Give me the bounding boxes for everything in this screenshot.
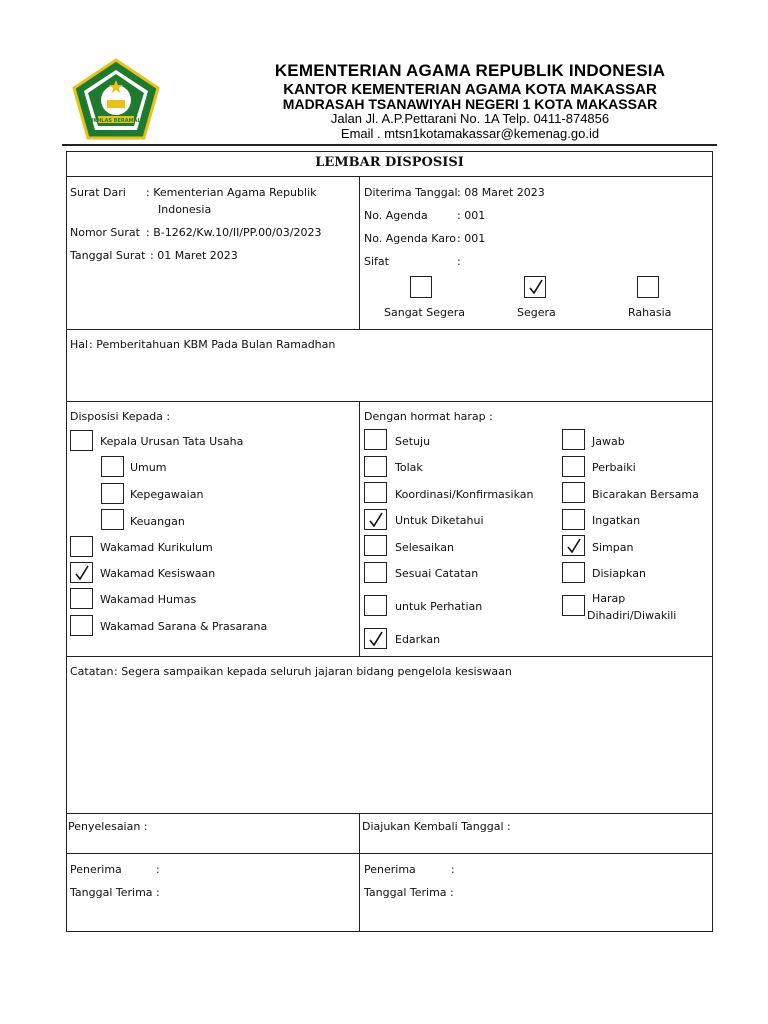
surat-dari-value-cont: Indonesia	[158, 203, 212, 216]
agenda-karo-value: : 001	[457, 232, 486, 245]
disposisi-sarpras-label: Wakamad Sarana & Prasarana	[100, 620, 268, 633]
harap-tolak-checkbox[interactable]	[364, 456, 387, 477]
harap-dihadiri-label-cont: Dihadiri/Diwakili	[587, 609, 677, 622]
disposisi-tata-usaha-label: Kepala Urusan Tata Usaha	[100, 435, 244, 448]
diajukan-label: Diajukan Kembali Tanggal :	[362, 820, 511, 833]
harap-setuju-label: Setuju	[395, 435, 431, 448]
form-border-left	[66, 151, 67, 932]
checkmark-icon	[74, 564, 90, 582]
catatan-value: : Segera sampaikan kepada seluruh jajaran bidang pengelola kesiswaan	[114, 665, 512, 678]
disposisi-humas-label: Wakamad Humas	[100, 593, 197, 606]
penyelesaian-label: Penyelesaian :	[68, 820, 148, 833]
harap-jawab-checkbox[interactable]	[562, 429, 585, 450]
harap-simpan-label: Simpan	[592, 541, 634, 554]
disposisi-kepegawaian-checkbox[interactable]	[101, 483, 124, 504]
sifat-colon: :	[457, 255, 461, 268]
penerima-right-colon: :	[451, 863, 455, 876]
harap-selesaikan-label: Selesaikan	[395, 541, 454, 554]
surat-dari-label: Surat Dari	[70, 186, 126, 199]
title-divider	[66, 176, 713, 177]
disposisi-sarpras-checkbox[interactable]	[70, 615, 93, 636]
harap-selesaikan-checkbox[interactable]	[364, 535, 387, 556]
harap-diketahui-checkbox[interactable]	[364, 509, 387, 530]
harap-dihadiri-checkbox[interactable]	[562, 595, 585, 616]
harap-koordinasi-label: Koordinasi/Konfirmasikan	[395, 488, 534, 501]
harap-tolak-label: Tolak	[395, 461, 423, 474]
header-address: Jalan Jl. A.P.Pettarani No. 1A Telp. 0411-874856	[330, 111, 610, 126]
sifat-label: Sifat	[364, 255, 389, 268]
harap-edarkan-checkbox[interactable]	[364, 628, 387, 649]
harap-bicarakan-label: Bicarakan Bersama	[592, 488, 699, 501]
diterima-value: : 08 Maret 2023	[457, 186, 545, 199]
row-divider-catatan	[66, 656, 713, 657]
harap-disiapkan-label: Disiapkan	[592, 567, 646, 580]
harap-simpan-checkbox[interactable]	[562, 535, 585, 556]
form-border-right	[712, 151, 713, 932]
surat-dari-value: : Kementerian Agama Republik	[146, 186, 317, 199]
disposisi-humas-checkbox[interactable]	[70, 588, 93, 609]
disposisi-umum-checkbox[interactable]	[101, 456, 124, 477]
harap-perbaiki-checkbox[interactable]	[562, 456, 585, 477]
sifat-rahasia-label: Rahasia	[628, 306, 672, 319]
harap-sesuai-catatan-checkbox[interactable]	[364, 562, 387, 583]
sifat-sangat-segera-label: Sangat Segera	[384, 306, 465, 319]
catatan-label: Catatan	[70, 665, 114, 678]
nomor-surat-label: Nomor Surat	[70, 226, 140, 239]
disposisi-keuangan-label: Keuangan	[130, 515, 185, 528]
harap-edarkan-label: Edarkan	[395, 633, 441, 646]
harap-perhatian-label: untuk Perhatian	[395, 600, 483, 613]
harap-perhatian-checkbox[interactable]	[364, 595, 387, 616]
checkmark-icon	[368, 511, 384, 529]
harap-dihadiri-label: Harap	[592, 592, 626, 605]
hal-value: : Pemberitahuan KBM Pada Bulan Ramadhan	[89, 338, 336, 351]
form-border-top	[66, 151, 713, 152]
col-divider-mid	[359, 401, 360, 657]
row-divider-penerima	[66, 853, 713, 854]
header-ministry: KEMENTERIAN AGAMA REPUBLIK INDONESIA	[274, 61, 666, 80]
form-title: LEMBAR DISPOSISI	[315, 155, 464, 170]
hal-label: Hal	[70, 338, 89, 351]
form-border-bottom	[66, 931, 713, 932]
diterima-label: Diterima Tanggal	[364, 186, 458, 199]
tanggal-terima-left-label: Tanggal Terima :	[70, 886, 160, 899]
row-divider-hal	[66, 329, 713, 330]
sifat-segera-checkbox[interactable]	[524, 276, 546, 298]
sifat-segera-label: Segera	[517, 306, 556, 319]
disposisi-label: Disposisi Kepada :	[70, 410, 171, 423]
harap-ingatkan-label: Ingatkan	[592, 514, 641, 527]
tanggal-surat-label: Tanggal Surat	[70, 249, 146, 262]
sifat-sangat-segera-checkbox[interactable]	[410, 276, 432, 298]
checkmark-icon	[368, 630, 384, 648]
disposisi-kurikulum-label: Wakamad Kurikulum	[100, 541, 213, 554]
agenda-label: No. Agenda	[364, 209, 428, 222]
penerima-right-label: Penerima	[364, 863, 416, 876]
disposisi-kurikulum-checkbox[interactable]	[70, 536, 93, 557]
harap-diketahui-label: Untuk Diketahui	[395, 514, 484, 527]
tanggal-terima-right-label: Tanggal Terima :	[364, 886, 454, 899]
svg-text:IKHLAS BERAMAL: IKHLAS BERAMAL	[91, 118, 141, 124]
harap-ingatkan-checkbox[interactable]	[562, 509, 585, 530]
disposisi-kesiswaan-label: Wakamad Kesiswaan	[100, 567, 216, 580]
header-email: Email . mtsn1kotamakassar@kemenag.go.id	[340, 126, 600, 141]
disposisi-tata-usaha-checkbox[interactable]	[70, 430, 93, 451]
harap-setuju-checkbox[interactable]	[364, 429, 387, 450]
disposisi-umum-label: Umum	[130, 461, 167, 474]
checkmark-icon	[566, 537, 582, 555]
disposisi-kepegawaian-label: Kepegawaian	[130, 488, 204, 501]
harap-label: Dengan hormat harap :	[364, 410, 493, 423]
tanggal-surat-value: : 01 Maret 2023	[150, 249, 238, 262]
agenda-value: : 001	[457, 209, 486, 222]
disposisi-keuangan-checkbox[interactable]	[101, 509, 124, 530]
header-divider	[62, 144, 717, 146]
disposisi-kesiswaan-checkbox[interactable]	[70, 562, 93, 583]
harap-perbaiki-label: Perbaiki	[592, 461, 636, 474]
sifat-rahasia-checkbox[interactable]	[637, 276, 659, 298]
harap-jawab-label: Jawab	[592, 435, 625, 448]
nomor-surat-value: : B-1262/Kw.10/II/PP.00/03/2023	[146, 226, 322, 239]
col-divider-top	[359, 176, 360, 330]
header-school: MADRASAH TSANAWIYAH NEGERI 1 KOTA MAKASSAR	[282, 96, 658, 112]
harap-disiapkan-checkbox[interactable]	[562, 562, 585, 583]
row-divider-penyelesaian	[66, 813, 713, 814]
row-divider-disposisi	[66, 401, 713, 402]
harap-koordinasi-checkbox[interactable]	[364, 482, 387, 503]
penerima-left-colon: :	[156, 863, 160, 876]
kemenag-logo	[70, 58, 162, 142]
harap-bicarakan-checkbox[interactable]	[562, 482, 585, 503]
header-office: KANTOR KEMENTERIAN AGAMA KOTA MAKASSAR	[283, 81, 657, 98]
penerima-left-label: Penerima	[70, 863, 122, 876]
checkmark-icon	[528, 278, 544, 296]
col-divider-bottom	[359, 813, 360, 932]
harap-sesuai-catatan-label: Sesuai Catatan	[395, 567, 479, 580]
agenda-karo-label: No. Agenda Karo	[364, 232, 456, 245]
